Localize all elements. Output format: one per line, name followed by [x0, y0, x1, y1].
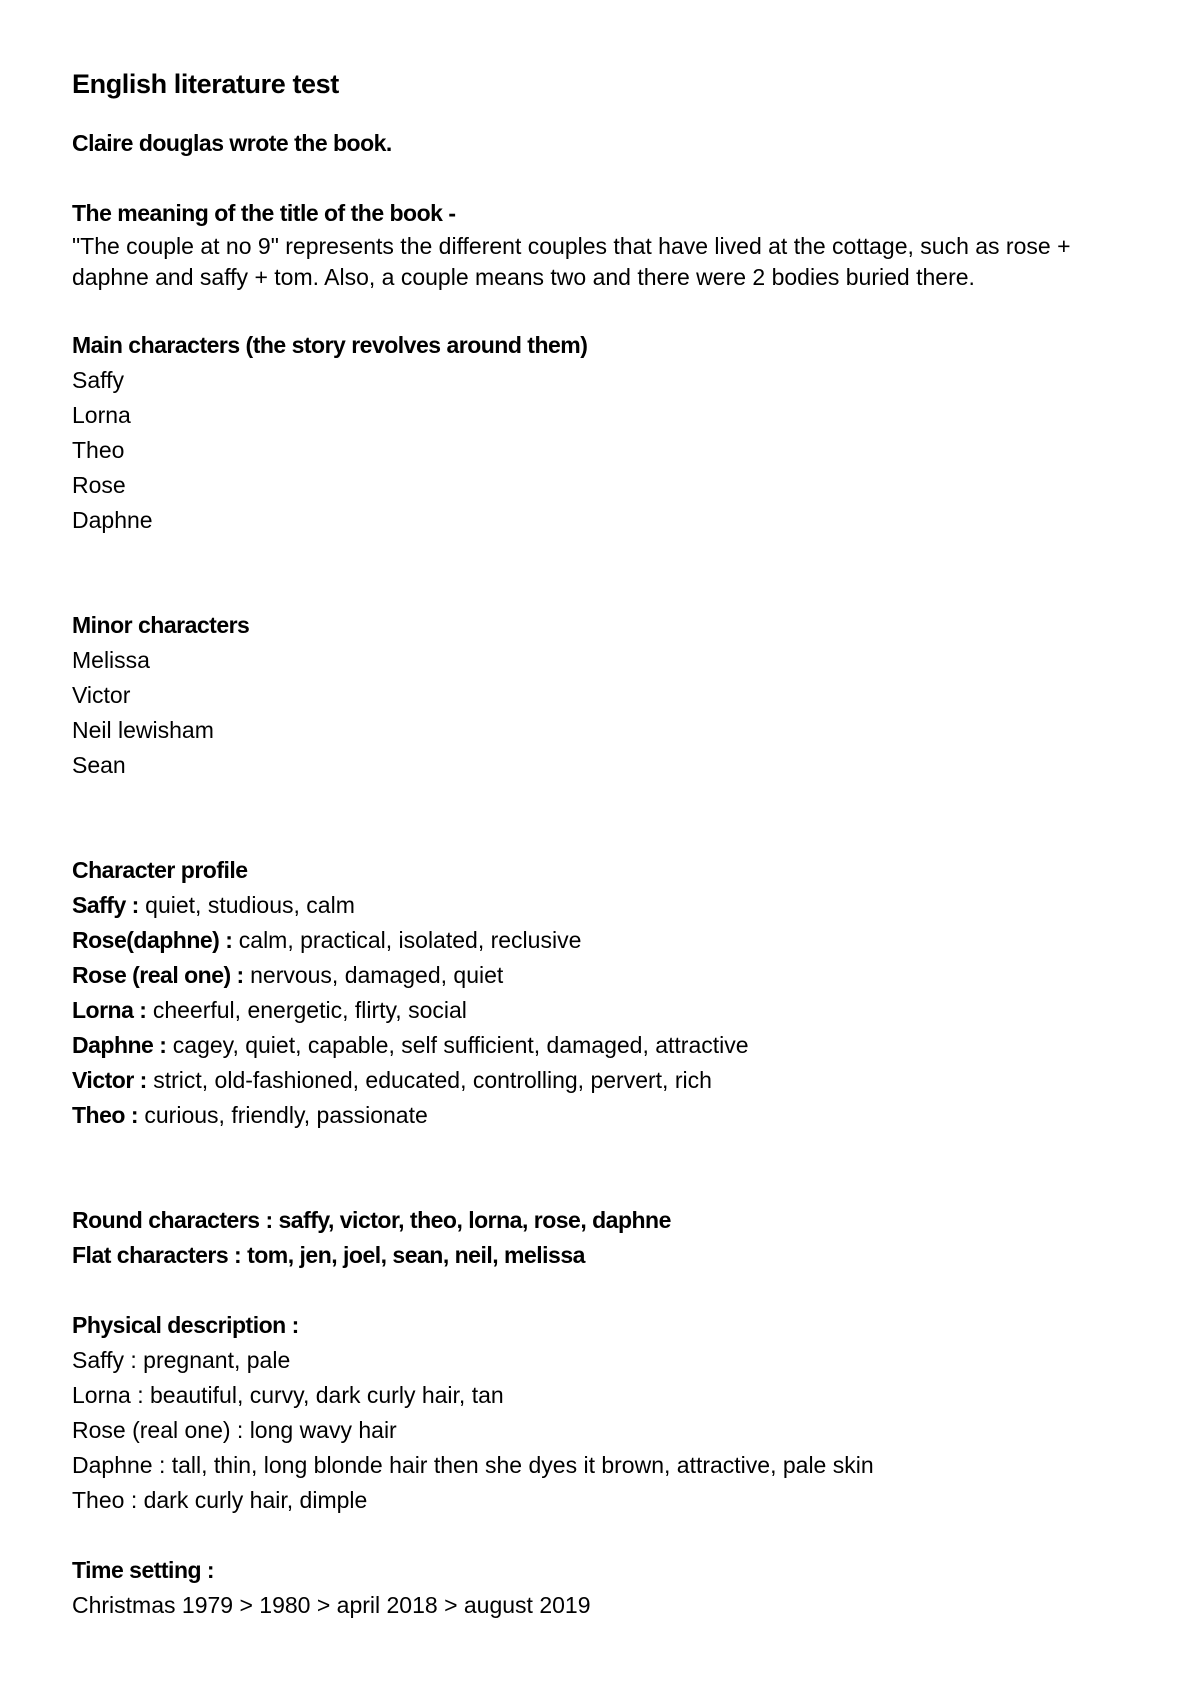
profile-item — [72, 958, 1132, 993]
physical-description-heading: Physical description : — [72, 1312, 299, 1339]
profile-traits: calm, practical, isolated, reclusive — [232, 927, 582, 954]
time-setting-text: Christmas 1979 > 1980 > april 2018 > august 2019 — [72, 1592, 591, 1619]
physical-description-list — [72, 1343, 1132, 1518]
minor-character-item: Neil lewisham — [72, 717, 214, 744]
profile-traits: nervous, damaged, quiet — [243, 962, 504, 989]
main-character-item: Saffy — [72, 367, 124, 394]
document-page — [72, 68, 1132, 1623]
main-character-item: Lorna — [72, 402, 131, 429]
profile-item — [72, 1063, 1132, 1098]
minor-characters-heading: Minor characters — [72, 612, 250, 639]
profile-traits: quiet, studious, calm — [138, 892, 355, 919]
main-character-item: Theo — [72, 437, 125, 464]
profile-name: Rose(daphne) : — [72, 927, 233, 954]
physical-description-item: Saffy : pregnant, pale — [72, 1347, 291, 1374]
minor-character-item: Sean — [72, 752, 126, 779]
profile-item — [72, 993, 1132, 1028]
time-setting-heading: Time setting : — [72, 1557, 215, 1584]
profile-item — [72, 923, 1132, 958]
physical-description-item: Daphne : tall, thin, long blonde hair then she dyes it brown, attractive, pale skin — [72, 1452, 874, 1479]
profile-name: Theo : — [72, 1102, 138, 1129]
profile-item — [72, 1028, 1132, 1063]
profile-name: Rose (real one) : — [72, 962, 244, 989]
profile-item — [72, 888, 1132, 923]
main-characters-heading: Main characters (the story revolves around them) — [72, 332, 588, 359]
profile-traits: cagey, quiet, capable, self sufficient, damaged, attractive — [166, 1032, 749, 1059]
character-profile-list — [72, 888, 1132, 1133]
minor-character-item: Melissa — [72, 647, 150, 674]
flat-characters: Flat characters : tom, jen, joel, sean, neil, melissa — [72, 1242, 585, 1269]
main-character-item: Daphne — [72, 507, 153, 534]
profile-traits: strict, old-fashioned, educated, controlling, pervert, rich — [146, 1067, 712, 1094]
profile-name: Victor : — [72, 1067, 147, 1094]
meaning-text: "The couple at no 9" represents the different couples that have lived at the cottage, such as rose + daphne and saffy + tom. Also, a couple means two and there were 2 bodies buried there. — [72, 233, 1071, 291]
round-characters: Round characters : saffy, victor, theo, lorna, rose, daphne — [72, 1207, 671, 1234]
author-line: Claire douglas wrote the book. — [72, 130, 392, 157]
minor-characters-list — [72, 643, 1132, 783]
character-profile-heading: Character profile — [72, 857, 248, 884]
profile-name: Daphne : — [72, 1032, 167, 1059]
meaning-heading: The meaning of the title of the book - — [72, 200, 456, 227]
profile-item — [72, 1098, 1132, 1133]
physical-description-item: Theo : dark curly hair, dimple — [72, 1487, 368, 1514]
minor-character-item: Victor — [72, 682, 131, 709]
profile-name: Lorna : — [72, 997, 147, 1024]
physical-description-item: Rose (real one) : long wavy hair — [72, 1417, 397, 1444]
physical-description-item: Lorna : beautiful, curvy, dark curly hair, tan — [72, 1382, 504, 1409]
main-characters-list — [72, 363, 1132, 538]
main-character-item: Rose — [72, 472, 126, 499]
profile-traits: cheerful, energetic, flirty, social — [146, 997, 467, 1024]
profile-traits: curious, friendly, passionate — [138, 1102, 428, 1129]
document-title: English literature test — [72, 69, 339, 99]
profile-name: Saffy : — [72, 892, 139, 919]
